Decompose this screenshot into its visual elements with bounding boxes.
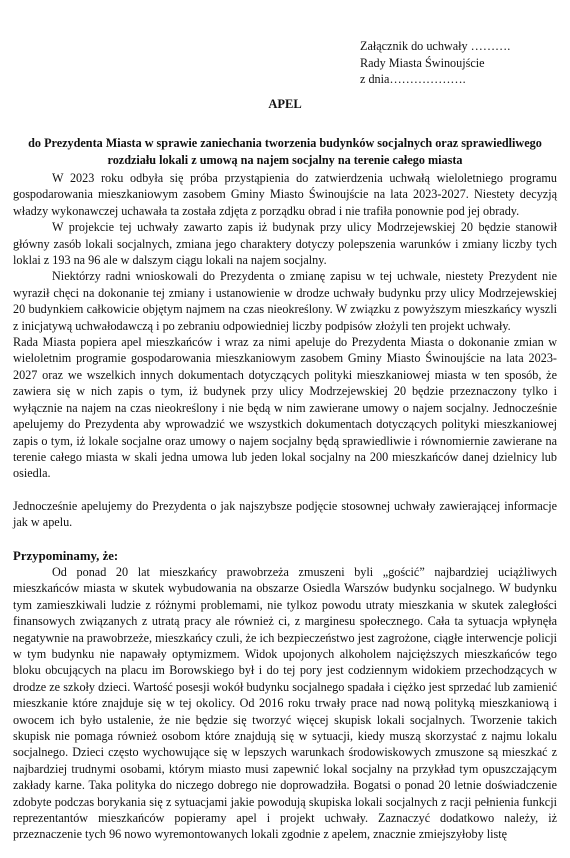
paragraph-3: Niektórzy radni wnioskowali do Prezydenta o zmianę zapisu w tej uchwale, niestety Prezydent nie wyraził chęci na dokonanie tej zmiany i ustanowienie w drodze uchwały budynku przy ulicy Modrzejewskiej 20 budynkiem całkowicie objętym najmem na czas nieokreślony. W związku z powyższym mieszkańcy wyszli z inicjatywą uchwałodawczą i po zebraniu odpowiedniej liczby podpisów złożyli ten projekt uchwały. <box>13 269 557 333</box>
paragraph-2: W projekcie tej uchwały zawarto zapis iż budynak przy ulicy Modrzejewskiej 20 będzie stanowił główny zasób lokali socjalnych, zmiana jego charaktery dotyczy polepszenia warunków i zmiany liczby tych loklai z 193 na 96 ale w dalszym ciągu lokali na najem socjalny. <box>13 220 557 268</box>
attachment-line-2: Rady Miasta Świnoujście <box>360 55 485 70</box>
paragraph-5: Jednocześnie apelujemy do Prezydenta o jak najszybsze podjęcie stosownej uchwały zawierającej informacje jak w apelu. <box>13 498 557 530</box>
document-title: APEL <box>268 97 302 111</box>
section-paragraph: Od ponad 20 lat mieszkańcy prawobrzeża zmuszeni byli „gościć” najbardziej uciążliwych mieszkańców miasta w skutek wybudowania na obszarze Osiedla Warszów budynku socjalnego. W budynku tym zamieszkiwali ludzie z różnymi problemami, nie tylkoz powodu utraty mieszkania w skutek zaległości finansowych związanych z utratą pracy ale również ci, z marginesu społecznego. Cała ta sytuacja wpłynęła negatywnie na prawobrzeże, mieszkańcy czuli, że ich bezpieczeństwo jest zagrożone, ciągłe interwencje policji w tym budynku nie napawały optymizmem. Widok upojonych alkoholem najcięższych mieszkańców tego bloku obcujących na placu im Borowskiego był i do tej pory jest codziennym widokiem przechodzących w drodze ze szkoły dzieci. Wartość posesji wokół budynku socjalnego spadała i ciężko jest sprzedać lub zamienić mieszkanie które znajduje się w tej okolicy. Od 2016 roku trwały prace nad nową polityką mieszkaniową i owocem ich było ustalenie, że nie będzie się tworzyć więcej skupisk lokali socjalnych. Tworzenie takich skupisk nie pomaga również osobom które znajdują się w sytuacji, kiedy muszą skorzystać z najmu lokalu socjalnego. Dzieci często wychowujące się w lepszych warunkach środowiskowych zmuszone są mieszkać z najbardziej trudnymi osobami, którym miasto musi zapewnić lokal socjalny na przykład tym opuszczającym zakłady karne. Taka polityka do niczego dobrego nie doprowadziła. Bogatsi o ponad 20 letnie doświadczenie zdobyte podczas borykania się z sytuacjami jakie powodują skupiska lokali socjalnych z racji pełnienia funkcji reprezentantów mieszkańców popieramy apel i projekt uchwały. Zaznaczyć dodatkowo należy, iż przeznaczenie tych 96 nowo wyremontowanych lokali zgodnie z apelem, znacznie zmiejszyłoby listę <box>13 564 557 842</box>
document-body <box>13 170 557 843</box>
attachment-line-1: Załącznik do uchwały ………. <box>360 39 511 53</box>
attachment-line-3: z dnia………………. <box>360 72 466 86</box>
paragraph-1: W 2023 roku odbyła się próba przystąpienia do zatwierdzenia uchwałą wieloletniego programu gospodarowania mieszkaniowym zasobem Gminy Miasto Świnoujście na lata 2023-2027. Niestety decyzją władzy wykonawczej uchawała ta została zdjęta z porządku obrad i nie trafiła ponownie pod jej obrady. <box>13 171 557 218</box>
paragraph-4: Rada Miasta popiera apel mieszkańców i wraz za nimi apeluje do Prezydenta Miasta o dokonanie zmian w wieloletnim programie gospodarowania mieszkaniowym zasobem Gminy Miasto Świnoujście na lata 2023-2027 oraz we wszelkich innych dokumentach dotyczących polityki mieszkaniowej miasta w ten sposób, że zawiera się w nich zapis o tym, iż budynek przy ulicy Modrzejewskiej 20 będzie przeznaczony tylko i wyłącznie na najem na czas nieokreślony i nie będą w nim zawierane umowy o najem socjalny. Jednocześnie apelujemy do Prezydenta aby wprowadzić we wszystkich dokumentach dotyczących polityki mieszkaniowej zapis o tym, iż lokale socjalne oraz umowy o najem socjalny będą sprawiedliwie i równomiernie zawierane na terenie całego miasta w skali jedna umowa lub jeden lokal socjalny na 200 mieszkańców danej dzielnicy lub osiedla. <box>13 335 557 481</box>
attachment-note <box>360 38 565 88</box>
document-subtitle: do Prezydenta Miasta w sprawie zaniechania tworzenia budynków socjalnych oraz sprawiedliwego rozdziału lokali z umową na najem socjalny na terenie całego miasta <box>28 136 542 167</box>
section-title: Przypominamy, że: <box>13 548 119 563</box>
